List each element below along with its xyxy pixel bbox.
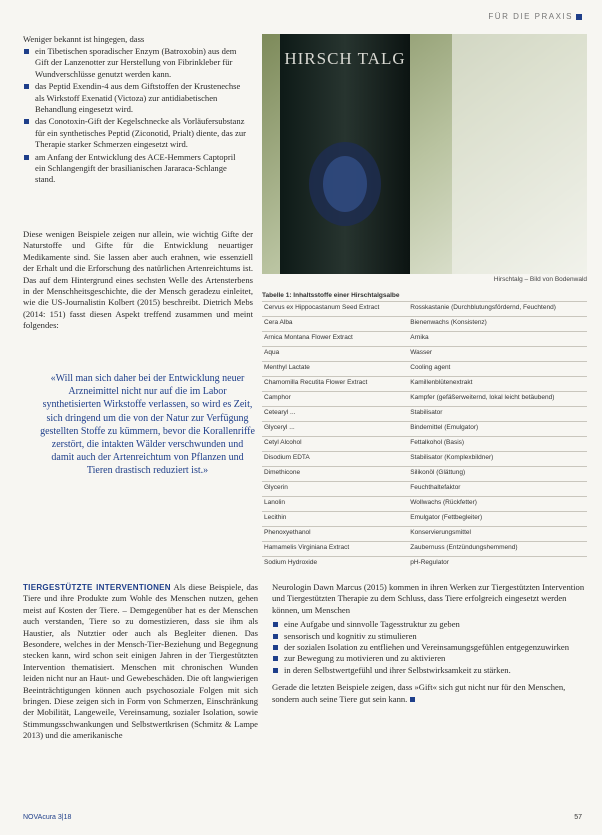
section-right-intro: Neurologin Dawn Marcus (2015) kommen in ihren Werken zur Tiergestützten Intervention und Tiergestützten Therapie zu dem Schluss, dass Tiere erfolgreich eingesetzt werden können, um Menschen <box>272 582 585 615</box>
table-row <box>262 557 587 572</box>
table-row <box>262 302 587 317</box>
ingredient-name: Arnica Montana Flower Extract <box>262 332 408 347</box>
table-row <box>262 437 587 452</box>
bullet-list-top <box>23 46 248 187</box>
ingredient-function: Zaubernuss (Entzündungshemmend) <box>408 542 587 557</box>
page-header: FÜR DIE PRAXIS <box>488 12 582 21</box>
table-row <box>262 422 587 437</box>
ingredient-name: Disodium EDTA <box>262 452 408 467</box>
section-left-text: Als diese Beispiele, das Tiere und ihre Produkte zum Wohle des Menschen nutzen, gehen meist auf Kosten der Tiere. – Demgegenüber hat es der Menschen auch verstanden, Tiere so zu domestizieren, dass sie ihm als Haustier, als Nutztier oder auch als Begleiter dienen. Das Besondere, welches in der Mensch-Tier-Beziehung und Begegnung stecken kann, wird schon seit einigen Jahren in der Tiergestützten Intervention thematisiert. Menschen mit chronischen Wunden leiden nicht nur an Haut- und Gewebeschäden. Die oft langwierigen Beeinträchtigungen können auch psychosoziale Folgen mit sich bringen. Diese zeigen sich in Form von Schmerzen, Einschränkung der Mobilität, Langeweile, Vereinsamung, sozialer Isolation, sowie Stimmungsschwankungen und Selbstwertkrisen (Schmitz & Lampe 2013) und die amerikanische <box>23 582 258 741</box>
ingredient-name: Glyceryl ... <box>262 422 408 437</box>
bullet-item-text: ein Tibetischen sporadischer Enzym (Batroxobin) aus dem Gift der Lanzenotter zur Herstellung von Fibrinkleber für Wundverschlüsse genutzt werden kann. <box>35 46 237 79</box>
ingredient-name: Chamomilla Recutita Flower Extract <box>262 377 408 392</box>
ingredient-function: Wasser <box>408 347 587 362</box>
pull-quote: «Will man sich daher bei der Entwicklung neuer Arzneimittel nicht nur auf die im Labor synthetisierten Wirkstoffe verlassen, so wird es Zeit, sich dringend um die von der Natur zur Verfügung gestellten Stoffe zu kümmern, bevor die Korallenriffe zerstört, die intakten Wälder verschwunden und damit auch der Artenreichtum von Pflanzen und Tieren drastisch reduziert ist.» <box>40 373 255 477</box>
ingredient-function: Cooling agent <box>408 362 587 377</box>
ingredient-name: Cervus ex Hippocastanum Seed Extract <box>262 302 408 317</box>
ingredient-function: Wollwachs (Rückfetter) <box>408 497 587 512</box>
bullet-square-icon <box>273 645 278 650</box>
footer-publication: NOVAcura 3|18 <box>23 814 72 821</box>
bullet-item <box>272 653 590 664</box>
table-row <box>262 452 587 467</box>
ingredient-function: Feuchthaltefaktor <box>408 482 587 497</box>
bullet-square-icon <box>273 634 278 639</box>
ingredient-name: Dimethicone <box>262 467 408 482</box>
table-row <box>262 512 587 527</box>
ingredient-function: Arnika <box>408 332 587 347</box>
photo-caption: Hirschtalg – Bild von Bodenwald <box>493 276 587 283</box>
ingredient-function: Stabilisator (Komplexbildner) <box>408 452 587 467</box>
bullet-item <box>23 46 248 80</box>
bullet-item-text: sensorisch und kognitiv zu stimulieren <box>284 630 417 641</box>
table-row <box>262 482 587 497</box>
product-photo <box>262 34 587 274</box>
section-heading: TIERGESTÜTZTE INTERVENTIONEN <box>23 583 171 592</box>
table-row <box>262 527 587 542</box>
bullet-item-text: das Conotoxin-Gift der Kegelschnecke als Vorläufersubstanz für ein synthetisches Peptid (Ziconotid, Prialt) diente, das zur Therapie starker Schmerzen eingesetzt wird. <box>35 116 246 150</box>
ingredient-name: Phenoxyethanol <box>262 527 408 542</box>
bullet-square-icon <box>24 155 29 160</box>
ingredient-name: Lecithin <box>262 512 408 527</box>
ingredient-function: Kamillenblütenextrakt <box>408 377 587 392</box>
bullet-square-icon <box>273 668 278 673</box>
bullet-item <box>272 619 590 630</box>
ingredient-name: Glycerin <box>262 482 408 497</box>
bullet-square-icon <box>273 622 278 627</box>
bullet-item <box>23 116 248 150</box>
ingredient-name: Menthyl Lactate <box>262 362 408 377</box>
intro-text: Weniger bekannt ist hingegen, dass <box>23 34 145 44</box>
bullet-square-icon <box>24 84 29 89</box>
ingredients-table <box>262 290 587 571</box>
ingredient-name: Aqua <box>262 347 408 362</box>
ingredient-function: Fettalkohol (Basis) <box>408 437 587 452</box>
table-row <box>262 362 587 377</box>
table-row <box>262 407 587 422</box>
ingredient-function: Bienenwachs (Konsistenz) <box>408 317 587 332</box>
bullet-item <box>272 642 590 653</box>
paragraph-main: Diese wenigen Beispiele zeigen nur allein, wie wichtig Gifte der Naturstoffe und Gifte für die Entwicklung neuartiger Medikamente sind. Sie lassen aber auch erahnen, wie essenziell der Erhalt und die Erforschung des natürlichen Artenreichtums ist. Das auf dem Hintergrund eines sechsten Welle des Artensterbens in der Menschheitsgeschichte, die der Mensch geradezu einleitet, wie die US-Journalistin Kolbert (2015) beschreibt. Dietrich Mebs (2014: 151) fasst diesen Aspekt treffend zusammen und meint folgendes: <box>23 229 253 331</box>
section-right <box>272 582 590 705</box>
bullet-item <box>23 152 248 186</box>
bullet-item-text: das Peptid Exendin-4 aus dem Giftstoffen der Krustenechse als Wirkstoff Exenatid (Victoza) zur antidiabetischen Behandlung eingesetzt wird. <box>35 81 241 115</box>
end-square-icon <box>410 697 415 702</box>
table-row <box>262 377 587 392</box>
section-right-outro: Gerade die letzten Beispiele zeigen, dass »Gift« sich gut nicht nur für den Menschen, sondern auch seine Tiere gut sein kann. <box>272 682 566 704</box>
table-row <box>262 542 587 557</box>
bullet-item-text: am Anfang der Entwicklung des ACE-Hemmers Captopril ein Schlangengift der brasilianischen Jararaca-Schlange stand. <box>35 151 236 185</box>
ingredient-function: Silikonöl (Glättung) <box>408 467 587 482</box>
bullet-item <box>272 665 590 676</box>
table-row <box>262 467 587 482</box>
product-label: HIRSCH TALG <box>284 49 406 68</box>
ingredient-function: Konservierungsmittel <box>408 527 587 542</box>
page-number: 57 <box>574 814 582 821</box>
table-row <box>262 332 587 347</box>
bullet-item-text: zur Bewegung zu motivieren und zu aktivieren <box>284 653 446 664</box>
bullet-item <box>272 631 590 642</box>
bullet-item-text: in deren Selbstwertgefühl und ihrer Selbstwirksamkeit zu stärken. <box>284 664 511 675</box>
bullet-item <box>23 81 248 115</box>
table-title: Tabelle 1: Inhaltsstoffe einer Hirschtalgsalbe <box>262 292 400 299</box>
ingredient-function: Bindemittel (Emulgator) <box>408 422 587 437</box>
section-left <box>23 582 258 742</box>
table-row <box>262 497 587 512</box>
bullet-square-icon <box>24 119 29 124</box>
table-row <box>262 392 587 407</box>
ingredient-function: Kampfer (gefäßerweiternd, lokal leicht betäubend) <box>408 392 587 407</box>
ingredient-name: Lanolin <box>262 497 408 512</box>
ingredient-function: Stabilisator <box>408 407 587 422</box>
ingredient-function: Rosskastanie (Durchblutungsfördernd, Feuchtend) <box>408 302 587 317</box>
ingredient-function: Emulgator (Fettbegleiter) <box>408 512 587 527</box>
bullet-item-text: der sozialen Isolation zu entfliehen und Vereinsamungsgefühlen entgegenzuwirken <box>284 642 570 653</box>
ingredient-name: Cetyl Alcohol <box>262 437 408 452</box>
bullet-list-right <box>272 619 590 676</box>
ingredient-function: pH-Regulator <box>408 557 587 572</box>
bullet-item-text: eine Aufgabe und sinnvolle Tagesstruktur zu geben <box>284 619 460 630</box>
ingredient-name: Cera Alba <box>262 317 408 332</box>
ingredient-name: Hamamelis Virginiana Extract <box>262 542 408 557</box>
table-row <box>262 347 587 362</box>
table-row <box>262 317 587 332</box>
ingredient-name: Sodium Hydroxide <box>262 557 408 572</box>
bullet-square-icon <box>24 49 29 54</box>
ingredient-name: Camphor <box>262 392 408 407</box>
header-square-icon <box>576 14 582 20</box>
bullet-square-icon <box>273 656 278 661</box>
ingredient-name: Cetearyl ... <box>262 407 408 422</box>
